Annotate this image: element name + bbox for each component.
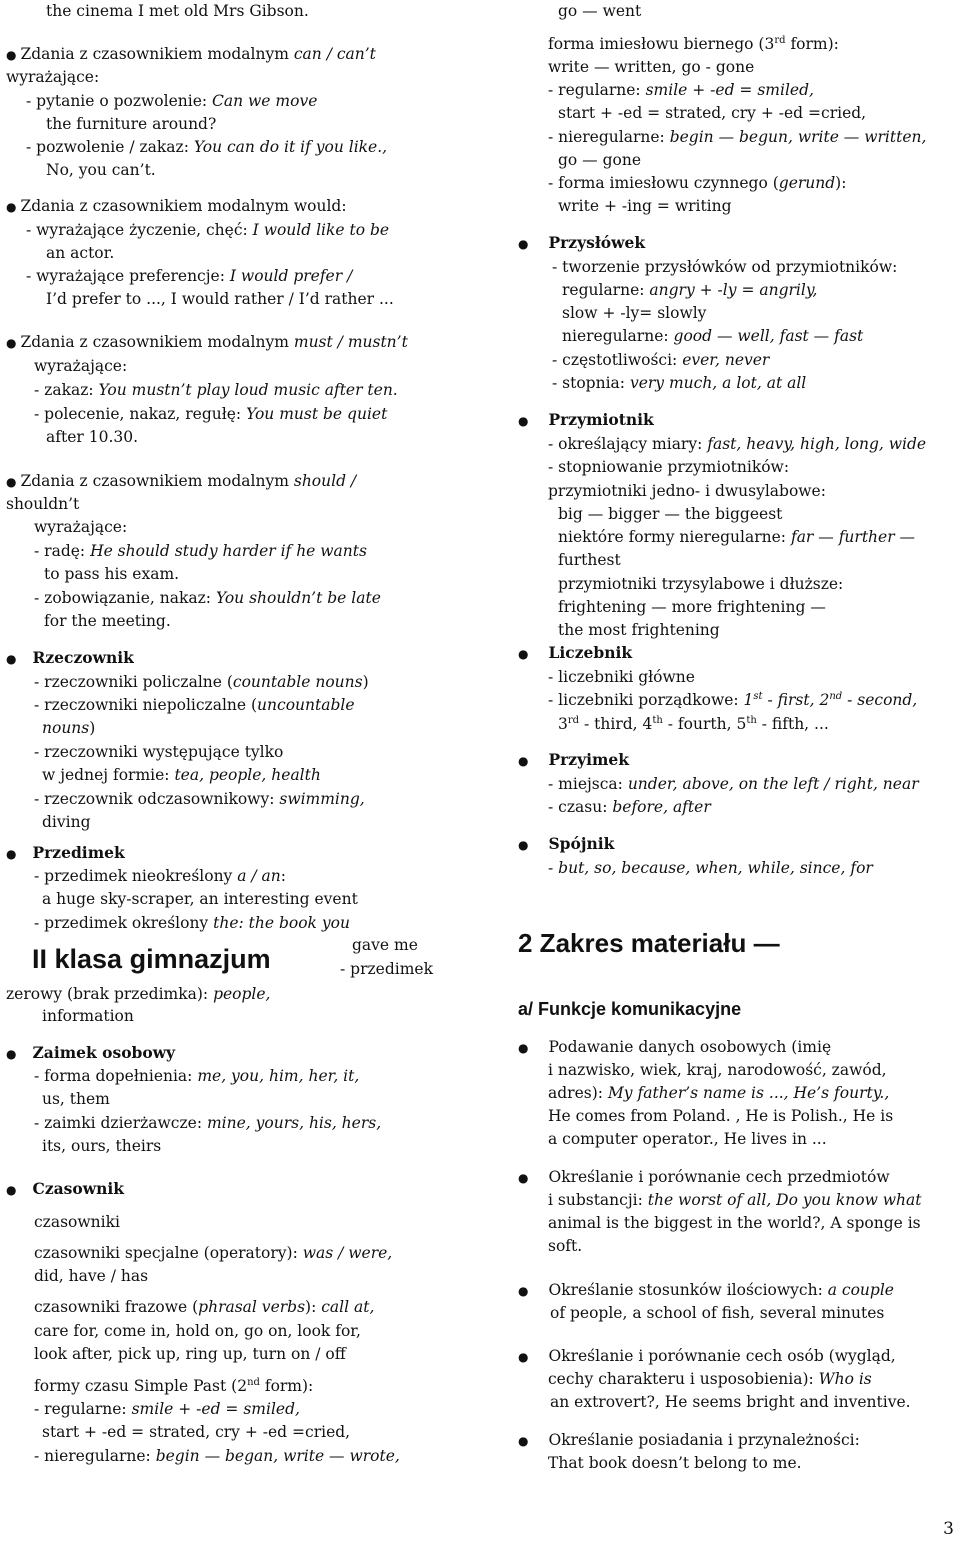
text-line: the furniture around? <box>46 115 217 133</box>
text-line: write + -ing = writing <box>558 197 732 215</box>
text-line: of people, a school of fish, several minutes <box>550 1304 885 1322</box>
text-line: go — gone <box>558 151 642 169</box>
text-line: - przedimek określony the: the book you <box>34 914 350 932</box>
text-line: czasowniki frazowe (phrasal verbs): call at, <box>34 1298 375 1316</box>
text-line: i nazwisko, wiek, kraj, narodowość, zawód, <box>548 1061 887 1079</box>
text-line: an actor. <box>46 244 115 262</box>
text-line: - forma imiesłowu czynnego (gerund): <box>548 174 847 192</box>
text-line: - liczebniki główne <box>548 668 695 686</box>
text-line: start + -ed = strated, cry + -ed =cried, <box>42 1423 351 1441</box>
pronoun-heading: ● Zaimek osobowy <box>6 1043 176 1062</box>
bullet-icon: ● <box>518 647 529 661</box>
bullet-icon: ● <box>518 1350 529 1364</box>
adverb-heading: ● Przysłówek <box>518 233 646 252</box>
text-line: - częstotliwości: ever, never <box>552 351 770 369</box>
text-line: w jednej formie: tea, people, health <box>42 766 321 784</box>
bullet-icon: ● <box>6 475 17 489</box>
text-line: slow + -ly= slowly <box>562 304 707 322</box>
bullet-icon: ● <box>518 1434 529 1448</box>
text-line: - przedimek nieokreślony a / an: <box>34 867 287 885</box>
text-line: wyrażające: <box>6 68 100 86</box>
preposition-heading: ● Przyimek <box>518 750 630 769</box>
text-line: us, them <box>42 1090 110 1108</box>
text-line: I’d prefer to ..., I would rather / I’d rather ... <box>46 290 394 308</box>
text-line: diving <box>42 813 91 831</box>
bullet-icon: ● <box>6 48 17 62</box>
text-line: start + -ed = strated, cry + -ed =cried, <box>558 104 867 122</box>
text-line: czasowniki <box>34 1213 120 1231</box>
text-line: big — bigger — the biggeest <box>558 505 783 523</box>
text-line: - rzeczowniki występujące tylko <box>34 743 284 761</box>
bullet-icon: ● <box>6 1047 17 1061</box>
noun-heading: ● Rzeczownik <box>6 648 134 667</box>
text-line: - zaimki dzierżawcze: mine, yours, his, hers, <box>34 1114 382 1132</box>
text-line: look after, pick up, ring up, turn on / off <box>34 1345 346 1363</box>
text-line: - nieregularne: begin — begun, write — written, <box>548 128 927 146</box>
text-line: frightening — more frightening — <box>558 598 826 616</box>
list-item: ● Określanie i porównanie cech osób (wygląd, <box>518 1347 896 1365</box>
should-heading: ● Zdania z czasownikiem modalnym should / <box>6 472 357 490</box>
bullet-icon: ● <box>518 414 529 428</box>
text-line: write — written, go - gone <box>548 58 755 76</box>
text-line: formy czasu Simple Past (2nd form): <box>34 1376 314 1395</box>
bullet-icon: ● <box>6 1183 17 1197</box>
bullet-icon: ● <box>6 200 17 214</box>
text-line: niektóre formy nieregularne: far — further — <box>558 528 916 546</box>
text-line: That book doesn’t belong to me. <box>548 1454 802 1472</box>
bullet-icon: ● <box>518 1171 529 1185</box>
text-line: - zobowiązanie, nakaz: You shouldn’t be late <box>34 589 381 607</box>
bullet-icon: ● <box>518 838 529 852</box>
text-line: No, you can’t. <box>46 161 156 179</box>
text-line: - nieregularne: begin — began, write — wrote, <box>34 1447 400 1465</box>
text-line: wyrażające: <box>34 357 128 375</box>
adjective-heading: ● Przymiotnik <box>518 410 654 429</box>
can-heading: ● Zdania z czasownikiem modalnym can / can’t <box>6 45 376 63</box>
text-line: He comes from Poland. , He is Polish., He is <box>548 1107 894 1125</box>
text-line: adres): My father’s name is ..., He’s fourty., <box>548 1084 890 1102</box>
text-line: - rzeczownik odczasownikowy: swimming, <box>34 790 365 808</box>
text-line: - stopnia: very much, a lot, at all <box>552 374 807 392</box>
text-line: zerowy (brak przedimka): people, <box>6 985 271 1003</box>
bullet-icon: ● <box>6 652 17 666</box>
verb-heading: ● Czasownik <box>6 1179 124 1198</box>
conjunction-heading: ● Spójnik <box>518 834 615 853</box>
text-line: furthest <box>558 551 621 569</box>
text-line: - radę: He should study harder if he wants <box>34 542 367 560</box>
text-line: soft. <box>548 1237 583 1255</box>
must-heading: ● Zdania z czasownikiem modalnym must / mustn’t <box>6 333 408 351</box>
list-item: ● Określanie stosunków ilościowych: a couple <box>518 1281 894 1299</box>
text-line: shouldn’t <box>6 495 80 513</box>
would-heading: ● Zdania z czasownikiem modalnym would: <box>6 197 347 215</box>
text-line: - pozwolenie / zakaz: You can do it if you like., <box>26 138 388 156</box>
text-line: - czasu: before, after <box>548 798 711 816</box>
list-item: ● Określanie posiadania i przynależności: <box>518 1431 860 1449</box>
text-line: regularne: angry + -ly = angrily, <box>562 281 818 299</box>
text-line: information <box>42 1007 134 1025</box>
text-line: wyrażające: <box>34 518 128 536</box>
text-line: - regularne: smile + -ed = smiled, <box>548 81 814 99</box>
text-line: cechy charakteru i usposobienia): Who is <box>548 1370 872 1388</box>
subsection-heading: a/ Funkcje komunikacyjne <box>518 999 742 1019</box>
text-line: czasowniki specjalne (operatory): was / were, <box>34 1244 393 1262</box>
text-line: the most frightening <box>558 621 720 639</box>
bullet-icon: ● <box>518 237 529 251</box>
text-line: a huge sky-scraper, an interesting event <box>42 890 358 908</box>
text-line: - tworzenie przysłówków od przymiotników: <box>552 258 898 276</box>
article-heading: ● Przedimek <box>6 843 125 862</box>
text-line: a computer operator., He lives in ... <box>548 1130 827 1148</box>
text-line: - rzeczowniki niepoliczalne (uncountable <box>34 696 355 714</box>
text-line: the cinema I met old Mrs Gibson. <box>46 2 309 20</box>
section-heading: 2 Zakres materiału — <box>518 928 780 958</box>
bullet-icon: ● <box>6 336 17 350</box>
text-line: gave me <box>352 936 418 954</box>
text-line: to pass his exam. <box>44 565 180 583</box>
list-item: ● Określanie i porównanie cech przedmiotów <box>518 1168 890 1186</box>
text-line: - but, so, because, when, while, since, for <box>548 859 873 877</box>
text-line: - regularne: smile + -ed = smiled, <box>34 1400 300 1418</box>
text-line: - stopniowanie przymiotników: <box>548 458 790 476</box>
text-line: - wyrażające preferencje: I would prefer / <box>26 267 353 285</box>
text-line: - zakaz: You mustn’t play loud music after ten. <box>34 381 398 399</box>
text-line: - rzeczowniki policzalne (countable nouns) <box>34 673 369 691</box>
text-line: care for, come in, hold on, go on, look for, <box>34 1322 361 1340</box>
text-line: - pytanie o pozwolenie: Can we move <box>26 92 318 110</box>
text-line: nieregularne: good — well, fast — fast <box>562 327 864 345</box>
text-line: - polecenie, nakaz, regułę: You must be quiet <box>34 405 388 423</box>
text-line: its, ours, theirs <box>42 1137 162 1155</box>
bullet-icon: ● <box>6 847 17 861</box>
bullet-icon: ● <box>518 754 529 768</box>
text-line: go — went <box>558 2 642 20</box>
text-line: animal is the biggest in the world?, A sponge is <box>548 1214 921 1232</box>
page-number: 3 <box>943 1519 954 1539</box>
text-line: did, have / has <box>34 1267 149 1285</box>
text-line: - wyrażające życzenie, chęć: I would like to be <box>26 221 390 239</box>
list-item: ● Podawanie danych osobowych (imię <box>518 1038 832 1056</box>
text-line: - miejsca: under, above, on the left / right, near <box>548 775 919 793</box>
text-line: 3rd - third, 4th - fourth, 5th - fifth, ... <box>558 714 829 733</box>
bullet-icon: ● <box>518 1284 529 1298</box>
text-line: for the meeting. <box>44 612 171 630</box>
text-line: - forma dopełnienia: me, you, him, her, it, <box>34 1067 360 1085</box>
text-line: after 10.30. <box>46 428 139 446</box>
bullet-icon: ● <box>518 1041 529 1055</box>
text-line: an extrovert?, He seems bright and inventive. <box>550 1393 911 1411</box>
text-line: - określający miary: fast, heavy, high, long, wide <box>548 435 927 453</box>
section-heading: II klasa gimnazjum <box>32 944 271 974</box>
numeral-heading: ● Liczebnik <box>518 643 633 662</box>
text-line: - liczebniki porządkowe: 1st - first, 2nd - second, <box>548 690 918 709</box>
text-line: przymiotniki jedno- i dwusylabowe: <box>548 482 826 500</box>
text-line: - przedimek <box>340 960 433 978</box>
text-line: i substancji: the worst of all, Do you know what <box>548 1191 922 1209</box>
text-line: przymiotniki trzysylabowe i dłuższe: <box>558 575 844 593</box>
text-line: nouns) <box>42 719 96 737</box>
text-line: forma imiesłowu biernego (3rd form): <box>548 34 839 53</box>
